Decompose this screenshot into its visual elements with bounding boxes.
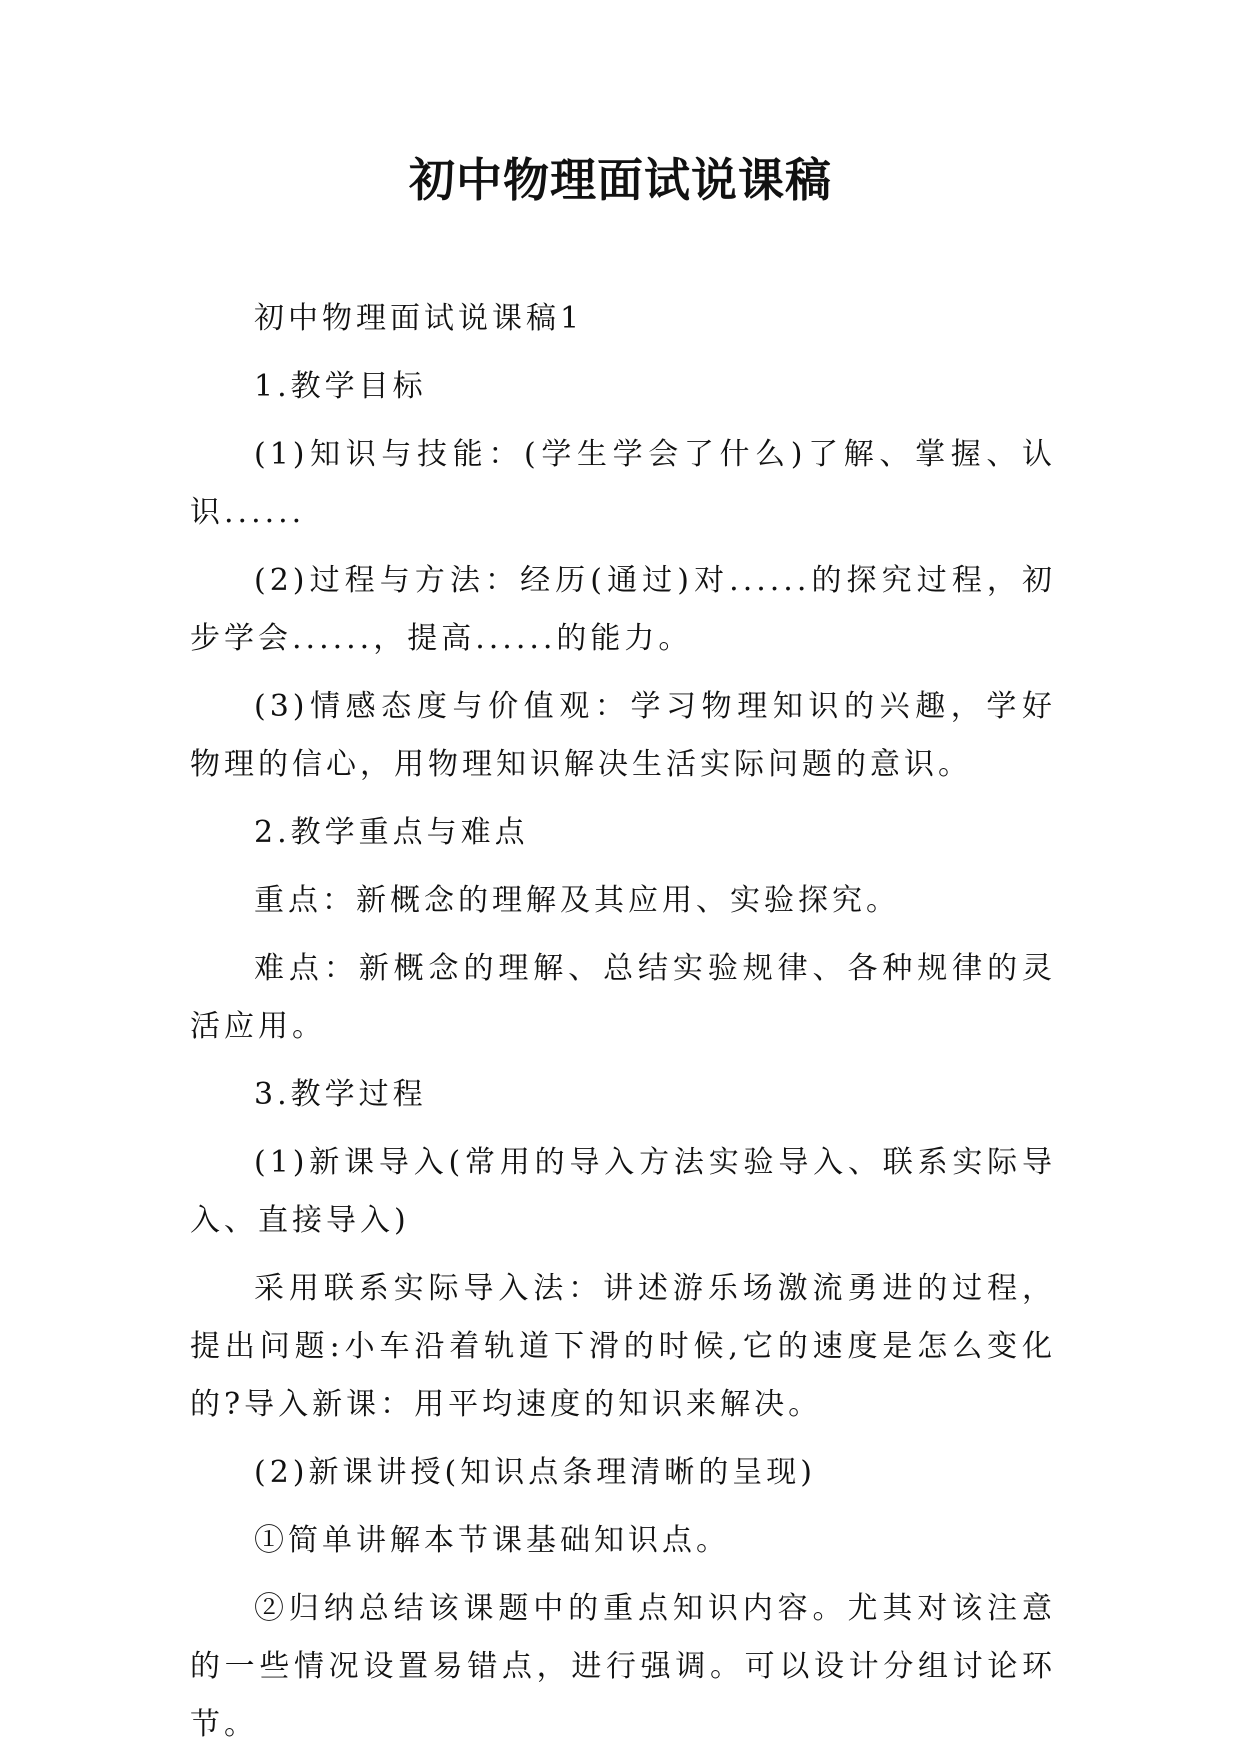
paragraph-difficult-points: 难点：新概念的理解、总结实验规律、各种规律的灵活应用。 (190, 951, 1056, 1044)
paragraph-new-lesson: (2)新课讲授(知识点条理清晰的呈现) (254, 1455, 816, 1490)
paragraph-teaching-goals: 1.教学目标 (254, 369, 427, 404)
document-body (190, 290, 1056, 1764)
paragraph-teaching-process: 3.教学过程 (254, 1077, 427, 1112)
paragraph-item-2: ②归纳总结该课题中的重点知识内容。尤其对该注意的一些情况设置易错点，进行强调。可以设计分组讨论环节。 (190, 1591, 1056, 1742)
paragraph-lesson-intro: (1)新课导入(常用的导入方法实验导入、联系实际导入、直接导入) (190, 1145, 1056, 1238)
paragraph-section-heading: 初中物理面试说课稿1 (254, 301, 584, 336)
paragraph-key-difficult-points: 2.教学重点与难点 (254, 815, 529, 850)
document-title: 初中物理面试说课稿 (409, 153, 832, 207)
paragraph-key-points: 重点：新概念的理解及其应用、实验探究。 (254, 883, 900, 918)
paragraph-knowledge-skills: (1)知识与技能：(学生学会了什么)了解、掌握、认识...... (190, 437, 1056, 530)
paragraph-item-1: ①简单讲解本节课基础知识点。 (254, 1523, 730, 1558)
paragraph-intro-method: 采用联系实际导入法：讲述游乐场激流勇进的过程，提出问题:小车沿着轨道下滑的时候,它的速度是怎么变化的?导入新课：用平均速度的知识来解决。 (190, 1271, 1056, 1422)
paragraph-process-methods: (2)过程与方法：经历(通过)对......的探究过程，初步学会......，提高......的能力。 (190, 563, 1056, 656)
paragraph-emotion-values: (3)情感态度与价值观：学习物理知识的兴趣，学好物理的信心，用物理知识解决生活实际问题的意识。 (190, 689, 1056, 782)
